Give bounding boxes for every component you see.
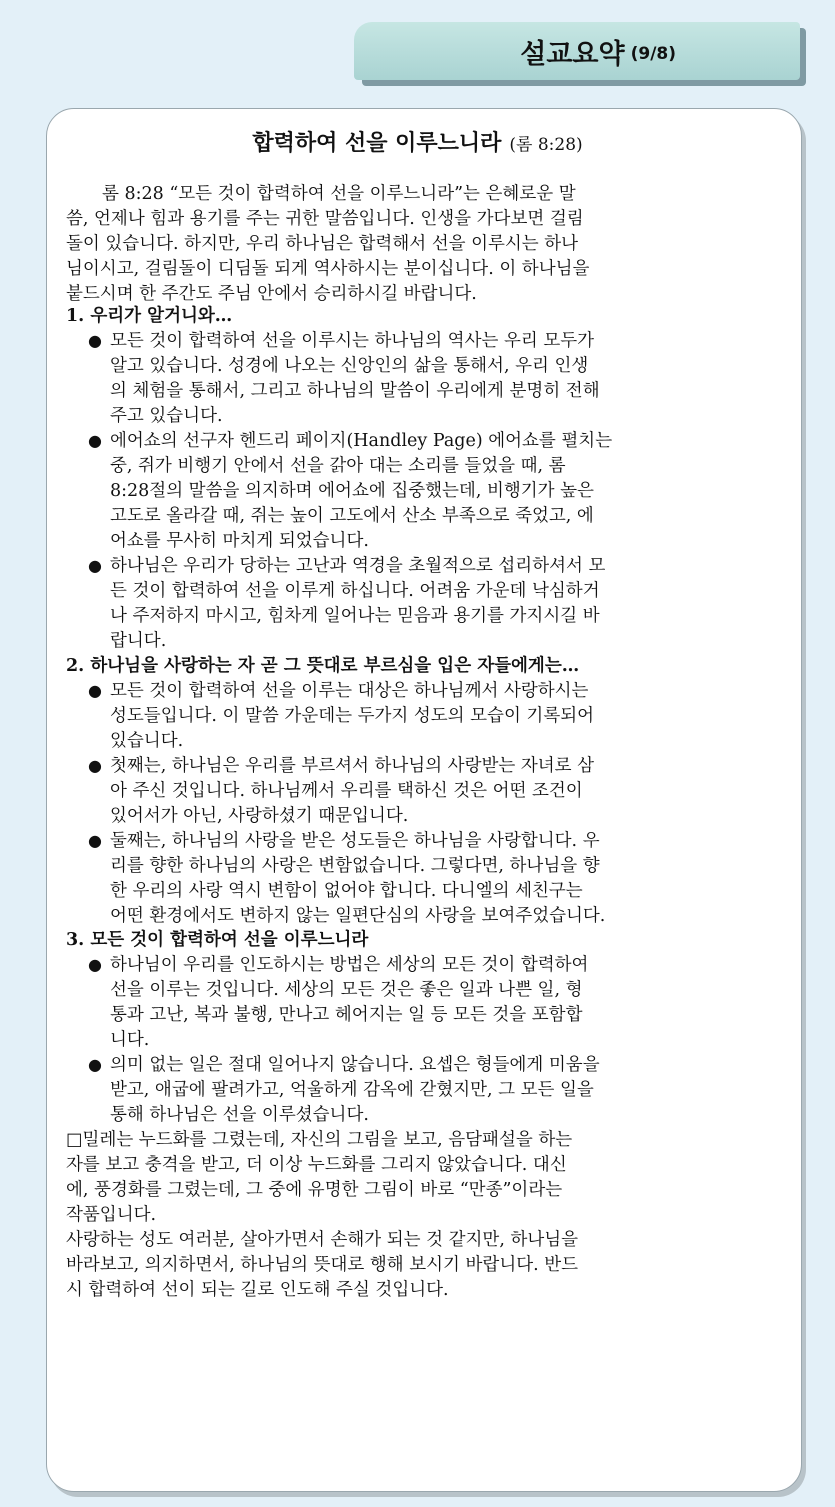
intro-line: 님이시고, 걸림돌이 디딤돌 되게 역사하시는 분이십니다. 이 하나님을 bbox=[66, 259, 590, 279]
bullet-icon: ● bbox=[88, 1055, 102, 1074]
bullet-line: 있어서가 아닌, 사랑하셨기 때문입니다. bbox=[110, 806, 409, 826]
bullet-line: 의미 없는 일은 절대 일어나지 않습니다. 요셉은 형들에게 미움을 bbox=[110, 1055, 600, 1075]
bullet-line: 첫째는, 하나님은 우리를 부르셔서 하나님의 사랑받는 자녀로 삼 bbox=[110, 756, 595, 776]
header-tab bbox=[354, 22, 800, 80]
bullet-line: 든 것이 합력하여 선을 이루게 하십니다. 어려움 가운데 낙심하거 bbox=[110, 581, 600, 601]
section-heading: 2. 하나님을 사랑하는 자 곧 그 뜻대로 부르심을 입은 자들에게는… bbox=[66, 656, 580, 676]
bullet-icon: ● bbox=[88, 331, 102, 350]
bullet-line: 나 주저하지 마시고, 힘차게 일어나는 믿음과 용기를 가지시길 바 bbox=[110, 606, 600, 626]
bullet-icon: ● bbox=[88, 756, 102, 775]
bullet-line: 통해 하나님은 선을 이루셨습니다. bbox=[110, 1105, 369, 1125]
bullet-line: 랍니다. bbox=[110, 631, 167, 651]
bullet-line: 한 우리의 사랑 역시 변함이 없어야 합니다. 다니엘의 세친구는 bbox=[110, 881, 583, 901]
closing-line: 에, 풍경화를 그렸는데, 그 중에 유명한 그림이 바로 “만종”이라는 bbox=[66, 1180, 563, 1200]
bullet-line: 성도들입니다. 이 말씀 가운데는 두가지 성도의 모습이 기록되어 bbox=[110, 706, 595, 726]
intro-line: 돌이 있습니다. 하지만, 우리 하나님은 합력해서 선을 이루시는 하나 bbox=[66, 234, 579, 254]
bullet-icon: ● bbox=[88, 431, 102, 450]
closing-line: 자를 보고 충격을 받고, 더 이상 누드화를 그리지 않았습니다. 대신 bbox=[66, 1155, 567, 1175]
intro-line: 롬 8:28 “모든 것이 합력하여 선을 이루느니라”는 은혜로운 말 bbox=[102, 184, 576, 204]
sermon-title: 합력하여 선을 이루느니라 bbox=[252, 131, 502, 156]
bullet-line: 8:28절의 말씀을 의지하며 에어쇼에 집중했는데, 비행기가 높은 bbox=[110, 481, 594, 501]
closing-line: 사랑하는 성도 여러분, 살아가면서 손해가 되는 것 같지만, 하나님을 bbox=[66, 1230, 579, 1250]
closing-line: 작품입니다. bbox=[66, 1205, 157, 1225]
intro-line: 씀, 언제나 힘과 용기를 주는 귀한 말씀입니다. 인생을 가다보면 걸림 bbox=[66, 209, 584, 229]
bullet-line: 고도로 올라갈 때, 쥐는 높이 고도에서 산소 부족으로 죽었고, 에 bbox=[110, 506, 594, 526]
bullet-line: 리를 향한 하나님의 사랑은 변함없습니다. 그렇다면, 하나님을 향 bbox=[110, 856, 600, 876]
closing-line: □밀레는 누드화를 그렸는데, 자신의 그림을 보고, 음담패설을 하는 bbox=[66, 1130, 573, 1150]
intro-line: 붙드시며 한 주간도 주님 안에서 승리하시길 바랍니다. bbox=[66, 284, 477, 304]
closing-line: 바라보고, 의지하면서, 하나님의 뜻대로 행해 보시기 바랍니다. 반드 bbox=[66, 1255, 579, 1275]
bullet-line: 둘째는, 하나님의 사랑을 받은 성도들은 하나님을 사랑합니다. 우 bbox=[110, 831, 600, 851]
sermon-reference: (롬 8:28) bbox=[509, 135, 583, 155]
bullet-line: 어떤 환경에서도 변하지 않는 일편단심의 사랑을 보여주었습니다. bbox=[110, 906, 606, 926]
sermon-title-row bbox=[0, 126, 835, 157]
bullet-line: 받고, 애굽에 팔려가고, 억울하게 감옥에 갇혔지만, 그 모든 일을 bbox=[110, 1080, 594, 1100]
closing-line: 시 합력하여 선이 되는 길로 인도해 주실 것입니다. bbox=[66, 1280, 449, 1300]
bullet-line: 중, 쥐가 비행기 안에서 선을 갉아 대는 소리를 들었을 때, 롬 bbox=[110, 456, 566, 476]
bullet-icon: ● bbox=[88, 831, 102, 850]
bullet-line: 하나님은 우리가 당하는 고난과 역경을 초월적으로 섭리하셔서 모 bbox=[110, 556, 606, 576]
bullet-line: 하나님이 우리를 인도하시는 방법은 세상의 모든 것이 합력하여 bbox=[110, 955, 589, 975]
bullet-line: 어쇼를 무사히 마치게 되었습니다. bbox=[110, 531, 369, 551]
bullet-line: 선을 이루는 것입니다. 세상의 모든 것은 좋은 일과 나쁜 일, 형 bbox=[110, 980, 583, 1000]
bullet-line: 에어쇼의 선구자 헨드리 페이지(Handley Page) 에어쇼를 펼치는 bbox=[110, 431, 613, 451]
bullet-line: 모든 것이 합력하여 선을 이루는 대상은 하나님께서 사랑하시는 bbox=[110, 681, 589, 701]
bullet-line: 주고 있습니다. bbox=[110, 406, 223, 426]
bullet-icon: ● bbox=[88, 955, 102, 974]
section-heading: 3. 모든 것이 합력하여 선을 이루느니라 bbox=[66, 930, 369, 950]
bullet-line: 모든 것이 합력하여 선을 이루시는 하나님의 역사는 우리 모두가 bbox=[110, 331, 595, 351]
bullet-line: 니다. bbox=[110, 1030, 150, 1050]
bullet-line: 아 주신 것입니다. 하나님께서 우리를 택하신 것은 어떤 조건이 bbox=[110, 781, 583, 801]
bullet-line: 있습니다. bbox=[110, 731, 184, 751]
bullet-icon: ● bbox=[88, 681, 102, 700]
header-date: (9/8) bbox=[630, 44, 676, 64]
header-title: 설교요약 bbox=[520, 38, 625, 70]
bullet-line: 의 체험을 통해서, 그리고 하나님의 말씀이 우리에게 분명히 전해 bbox=[110, 381, 600, 401]
section-heading: 1. 우리가 알거니와… bbox=[66, 306, 233, 326]
bullet-line: 알고 있습니다. 성경에 나오는 신앙인의 삶을 통해서, 우리 인생 bbox=[110, 356, 589, 376]
bullet-line: 통과 고난, 복과 불행, 만나고 헤어지는 일 등 모든 것을 포함합 bbox=[110, 1005, 583, 1025]
bullet-icon: ● bbox=[88, 556, 102, 575]
